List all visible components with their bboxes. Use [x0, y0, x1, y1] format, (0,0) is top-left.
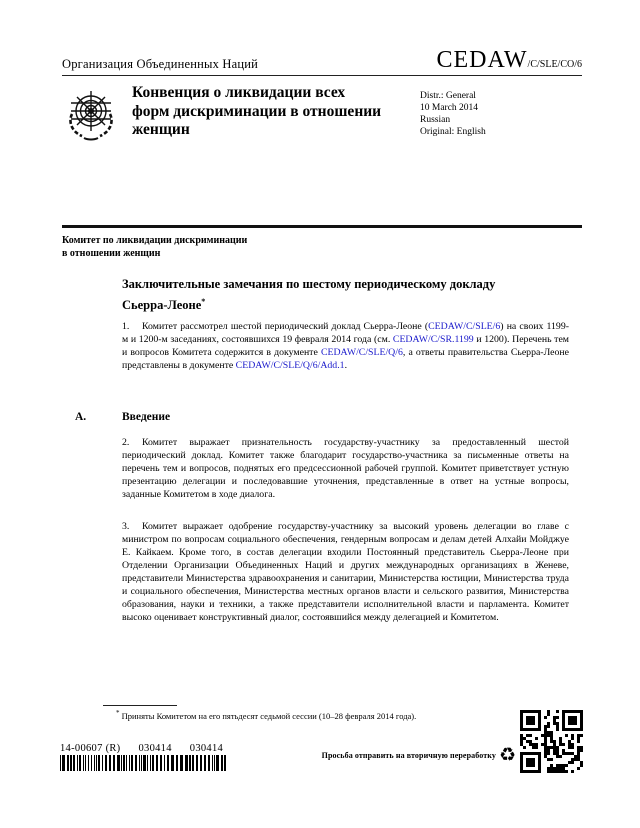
- distr-line: Russian: [420, 115, 451, 125]
- footnote-divider: [103, 705, 177, 706]
- document-id: 14-00607 (R) 030414 030414: [60, 743, 224, 754]
- paragraph-3: [122, 520, 569, 624]
- org-name: Организация Объединенных Наций: [62, 57, 259, 71]
- footnote-text: Приняты Комитетом на его пятьдесят седьмой сессии (10–28 февраля 2014 года).: [121, 710, 417, 721]
- un-emblem-icon: [62, 86, 120, 144]
- footnote-marker: *: [116, 709, 120, 717]
- paragraph-1: [122, 320, 569, 372]
- committee-name: [62, 234, 247, 260]
- convention-title: Конвенция о ликвидации всех форм дискриминации в отношении женщин: [132, 84, 382, 138]
- doc-symbol-main: CEDAW: [436, 47, 528, 73]
- distr-block: [420, 84, 582, 138]
- paragraph-3-text: Комитет выражает одобрение государству-участнику за высокий уровень делегации во главе с министром по вопросам социального обеспечения, гендерным вопросам и делам детей Алхайи Мойджуе Е. Кайкаем. Кроме того, в состав делегации входили Постоянный представитель Сьерра-Леоне при Отделении Организации Объединенных Наций и других международных организациях в Женеве, представители Министерства здравоохранения и санитарии, Министерства юстиции, Министерства труда и социального обеспечения, Министерства местных органов власти и сельского развития, Министерства образования, науки и техники, а также представители исполнительной власти и парламента. Комитет высоко оценивает конструктивный диалог, состоявшийся между делегацией и Комитетом.: [122, 521, 569, 623]
- paragraph-1-text: Комитет рассмотрел шестой периодический доклад Сьерра-Леоне (CEDAW/C/SLE/6) на своих 1199-м и 1200-м заседаниях, состоявшихся 19 февраля 2014 года (см. CEDAW/C/SR.1199 и 1200). Перечень тем и вопросов Комитета содержится в документе CEDAW/C/SLE/Q/6, а ответы правительства Сьерра-Леоне представлены в документе CEDAW/C/SLE/Q/6/Add.1.: [122, 321, 569, 371]
- page-title: Заключительные замечания по шестому периодическому докладу Сьерра-Леоне*: [122, 277, 496, 313]
- doc-symbol-suffix: /C/SLE/CO/6: [527, 59, 582, 70]
- masthead: [62, 84, 582, 144]
- committee-line1: Комитет по ликвидации дискриминации: [62, 235, 248, 246]
- recycle-icon: ♻: [498, 744, 516, 766]
- header-divider: [62, 225, 582, 228]
- distr-line: 10 March 2014: [420, 103, 479, 113]
- barcode: [60, 755, 230, 771]
- footnote-marker: *: [201, 297, 206, 306]
- qr-code[interactable]: [520, 710, 583, 773]
- doc-symbol: [436, 48, 582, 72]
- document-reference-link[interactable]: CEDAW/C/SLE/6: [428, 321, 501, 332]
- distr-line: Original: English: [420, 127, 486, 137]
- paragraph-number: 2.: [122, 437, 130, 448]
- footer-left: [60, 743, 230, 771]
- committee-line2: в отношении женщин: [62, 248, 161, 259]
- section-title: Введение: [122, 411, 171, 423]
- recycle-note: [322, 742, 516, 768]
- recycle-text: Просьба отправить на вторичную переработку: [321, 750, 496, 760]
- footnote: [103, 705, 503, 721]
- section-letter: A.: [75, 411, 87, 423]
- document-reference-link[interactable]: CEDAW/C/SLE/Q/6/Add.1: [235, 360, 345, 371]
- distr-line: Distr.: General: [420, 91, 476, 101]
- paragraph-2-text: Комитет выражает признательность государству-участнику за предоставленный шестой периодический доклад. Комитет также благодарит государство-участника за письменные ответы на перечень тем и вопросов, поднятых его предсессионной рабочей группой. Комитет приветствует устную презентацию делегации и последовавшие уточнения, представленные в ответ на устные вопросы, заданные Комитетом в ходе диалога.: [122, 437, 569, 500]
- paragraph-2: [122, 436, 569, 501]
- header-row: [62, 48, 582, 76]
- paragraph-number: 3.: [122, 521, 130, 532]
- paragraph-number: 1.: [122, 321, 130, 332]
- section-heading-a: [75, 411, 171, 423]
- document-reference-link[interactable]: CEDAW/C/SLE/Q/6: [320, 347, 403, 358]
- document-reference-link[interactable]: CEDAW/C/SR.1199: [392, 334, 474, 345]
